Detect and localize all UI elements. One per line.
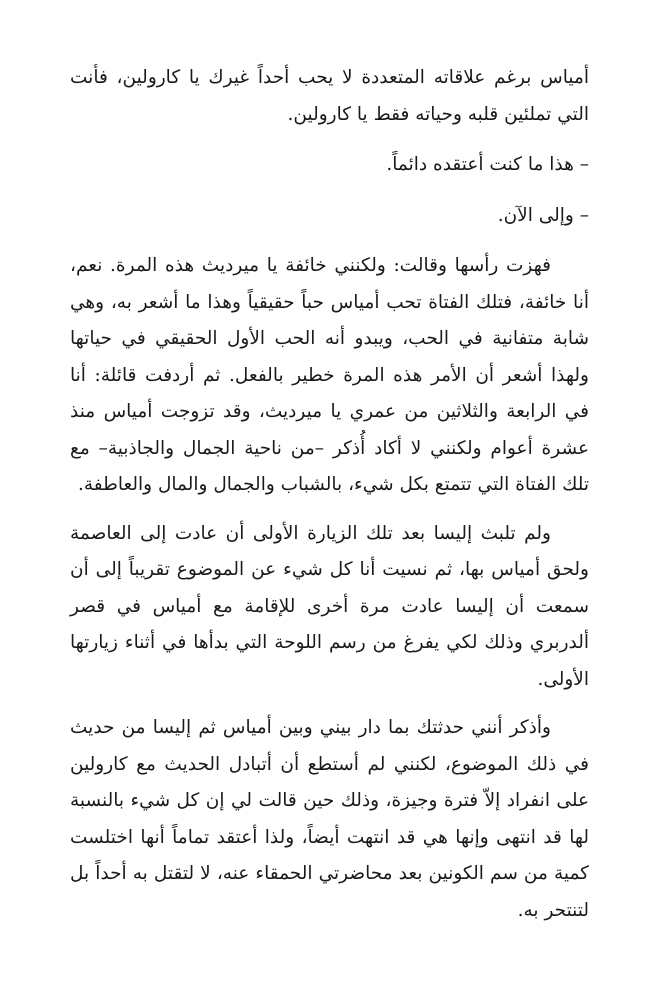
paragraph-conversation-coniine: وأذكر أنني حدثتك بما دار بيني وبين أمياس ثم إليسا من حديث في ذلك الموضوع، لكنني لم أستطع أن أتبادل الحديث مع كارولين على انفراد إلاّ فترة وجيزة، وذلك حين قالت لي إن كل شيء بالنسبة لها قد انتهى وإنها هي قد انتهت أيضاً، ولذا أعتقد تماماً أنها اختلست كمية من سم الكونين بعد محاضرتي الحمقاء عنه، لا لتقتل به أحداً بل لتنتحر به.: [70, 717, 589, 921]
paragraph-amyas-loves-caroline: أمياس برغم علاقاته المتعددة لا يحب أحداً غيرك يا كارولين، فأنت التي تملئين قلبه وحياته فقط يا كارولين.: [70, 67, 589, 125]
paragraph-caroline-afraid: فهزت رأسها وقالت: ولكنني خائفة يا ميرديث هذه المرة. نعم، أنا خائفة، فتلك الفتاة تحب أمياس حباً حقيقياً وهذا ما أشعر به، وهي شابة متفانية في الحب، ويبدو أنه الحب الأول الحقيقي في حياتها ولهذا أشعر أن الأمر هذه المرة خطير بالفعل. ثم أردفت قائلة: أنا في الرابعة والثلاثين من عمري يا ميرديث، وقد تزوجت أمياس منذ عشرة أعوام ولكنني لا أكاد أُذكر –من ناحية الجمال والجاذبية– مع تلك الفتاة التي تتمتع بكل شيء، بالشباب والجمال والمال والعاطفة.: [70, 255, 589, 495]
dialogue-line-until-now: – وإلى الآن.: [497, 204, 589, 226]
paragraph-elsa-returned: ولم تلبث إليسا بعد تلك الزيارة الأولى أن عادت إلى العاصمة ولحق أمياس بها، ثم نسيت أنا كل شيء عن الموضوع تقريباً إلى أن سمعت أن إليسا عادت مرة أخرى للإقامة مع أمياس في قصر ألدربري وذلك لكي يفرغ من رسم اللوحة التي بدأها في أثناء زيارتها الأولى.: [70, 522, 589, 690]
dialogue-line-always-believed: – هذا ما كنت أعتقده دائماً.: [386, 154, 589, 175]
